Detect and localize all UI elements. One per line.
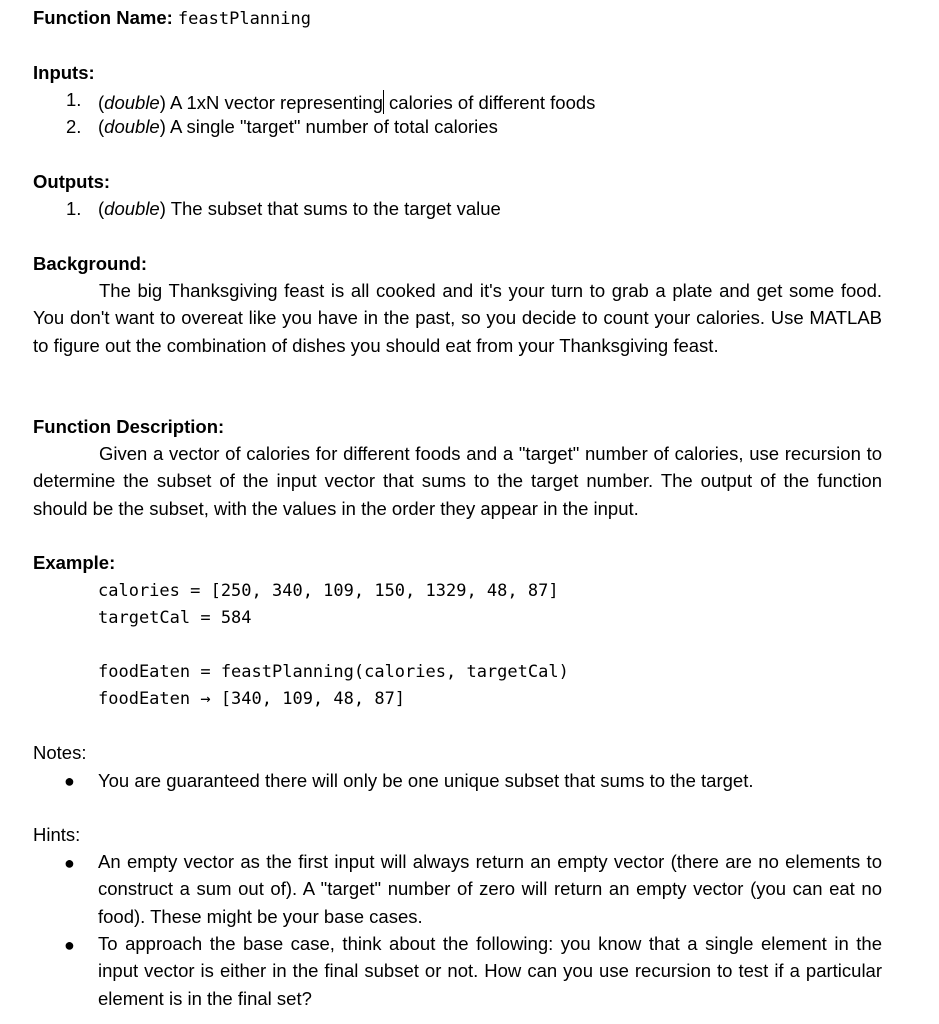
example-line-call: foodEaten = feastPlanning(calories, targetCal) bbox=[98, 662, 569, 682]
hints-bullet-2: ● bbox=[64, 935, 75, 955]
outputs-heading: Outputs: bbox=[33, 171, 111, 192]
hints-heading: Hints: bbox=[33, 824, 81, 845]
example-line-result: foodEaten → [340, 109, 48, 87] bbox=[98, 689, 406, 709]
function-description-heading: Function Description: bbox=[33, 416, 225, 437]
output-1-text: (double) The subset that sums to the target value bbox=[98, 198, 501, 219]
output-1-description: The subset that sums to the target value bbox=[165, 198, 501, 219]
hint-item-2: To approach the base case, think about the following: you know that a single element in the input vector is either in the final subset or not. How can you use recursion to test if a particular element is in the final set? bbox=[98, 933, 882, 1009]
example-heading: Example: bbox=[33, 552, 116, 573]
input-1-text: (double) A 1xN vector representing calories of different foods bbox=[98, 92, 596, 113]
inputs-heading: Inputs: bbox=[33, 62, 95, 83]
input-2-type: double bbox=[104, 116, 160, 137]
example-line-calories: calories = [250, 340, 109, 150, 1329, 48, 87] bbox=[98, 581, 559, 601]
function-name-label: Function Name: bbox=[33, 7, 173, 28]
notes-heading: Notes: bbox=[33, 742, 87, 763]
function-name-value: feastPlanning bbox=[177, 9, 311, 29]
input-1-description-b: calories of different foods bbox=[383, 92, 596, 113]
note-item: You are guaranteed there will only be one unique subset that sums to the target. bbox=[98, 770, 754, 791]
function-description-paragraph bbox=[33, 440, 882, 522]
input-2-number: 2. bbox=[66, 116, 82, 137]
example-line-target: targetCal = 584 bbox=[98, 608, 252, 628]
hint-item-1: An empty vector as the first input will always return an empty vector (there are no elements to construct a sum out of). A "target" number of zero will return an empty vector (you can eat no food). These might be your base cases. bbox=[98, 851, 882, 927]
hints-bullet-1: ● bbox=[64, 853, 75, 873]
output-1-type: double bbox=[104, 198, 160, 219]
input-2-text: (double) A single "target" number of total calories bbox=[98, 116, 498, 137]
input-1-description-a: A 1xN vector representing bbox=[165, 92, 383, 113]
output-1-number: 1. bbox=[66, 198, 82, 219]
input-1-number: 1. bbox=[66, 89, 82, 110]
function-name-line bbox=[33, 8, 311, 29]
background-paragraph bbox=[33, 277, 882, 359]
input-1-type: double bbox=[104, 92, 160, 113]
input-2-description: A single "target" number of total calories bbox=[165, 116, 498, 137]
function-description-text: Given a vector of calories for different foods and a "target" number of calories, use recursion to determine the subset of the input vector that sums to the target number. The output of the function should be the subset, with the values in the order they appear in the input. bbox=[33, 443, 882, 519]
notes-bullet: ● bbox=[64, 771, 75, 791]
background-heading: Background: bbox=[33, 253, 148, 274]
background-text: The big Thanksgiving feast is all cooked and it's your turn to grab a plate and get some food. You don't want to overeat like you have in the past, so you decide to count your calories. Use MATLAB to figure out the combination of dishes you should eat from your Thanksgiving feast. bbox=[33, 280, 882, 356]
